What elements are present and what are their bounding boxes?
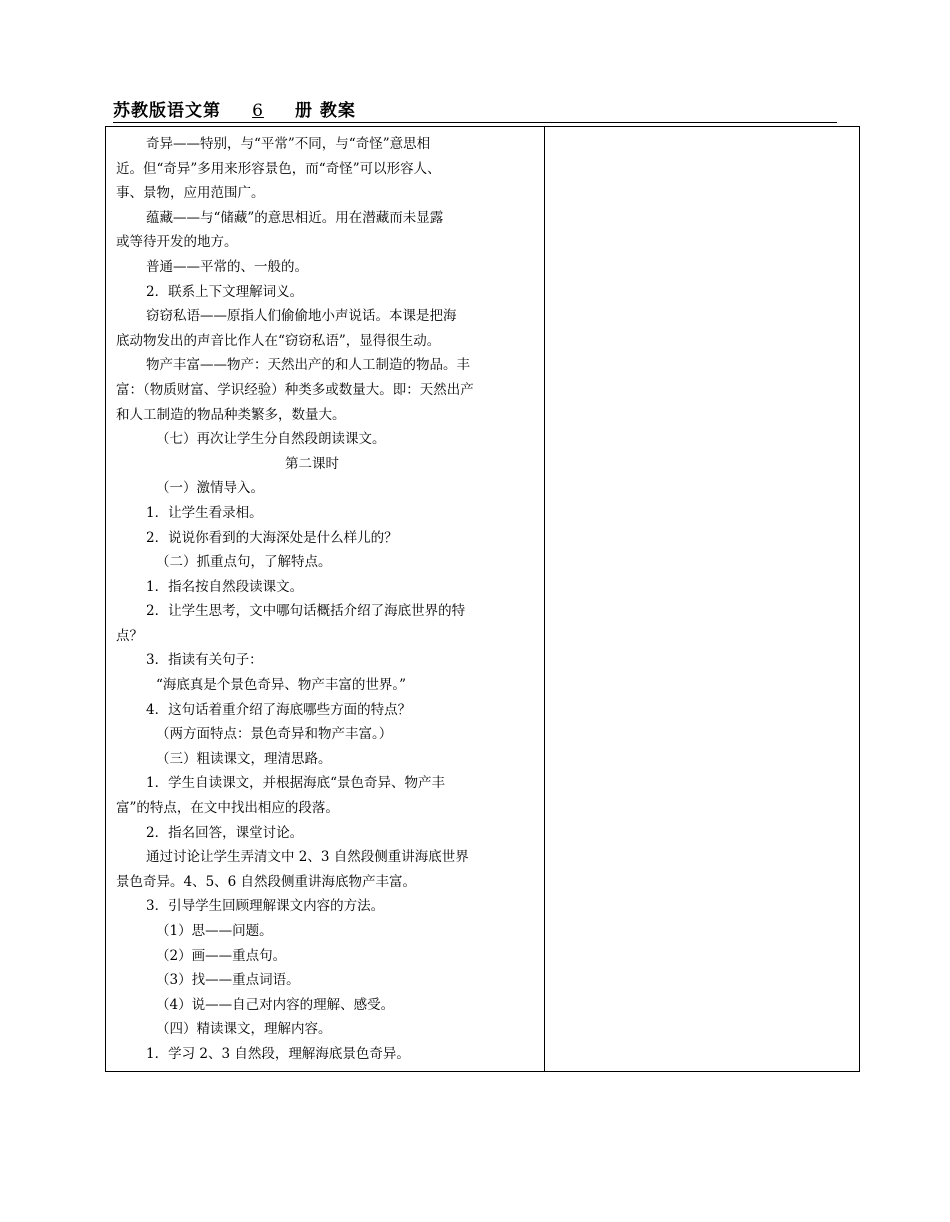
- header-rule: [113, 122, 837, 123]
- lesson-line: 1．学习 2、3 自然段，理解海底景色奇异。: [146, 1045, 410, 1062]
- volume-number: 6: [252, 101, 264, 121]
- lesson-line: 奇异——特别，与“平常”不同，与“奇怪”意思相: [146, 136, 431, 152]
- lesson-line: （二）抓重点句，了解特点。: [156, 554, 332, 571]
- lesson-line: 1．让学生看录相。: [146, 504, 263, 521]
- lesson-line: 1．指名按自然段读课文。: [146, 578, 304, 595]
- lesson-line: 点？: [116, 627, 143, 644]
- lesson-line: 2．说说你看到的大海深处是什么样儿的？: [146, 529, 398, 546]
- lesson-line: 事、景物，应用范围广。: [116, 185, 265, 202]
- lesson-table: [105, 126, 860, 1072]
- lesson-line: 普通——平常的、一般的。: [146, 258, 308, 275]
- lesson-line: 2．指名回答，课堂讨论。: [146, 824, 304, 841]
- header-suffix: 册 教案: [295, 101, 356, 121]
- lesson-line: 4．这句话着重介绍了海底哪些方面的特点？: [146, 701, 412, 718]
- page-header: [113, 96, 837, 120]
- lesson-line: 1．学生自读课文，并根据海底“景色奇异、物产丰: [146, 775, 445, 792]
- lesson-line: （七）再次让学生分自然段朗读课文。: [156, 431, 386, 448]
- lesson-line: 或等待开发的地方。: [116, 234, 238, 251]
- lesson-line: 蕴藏——与“储藏”的意思相近。用在潜藏而未显露: [146, 209, 444, 226]
- lesson-line: 2．让学生思考，文中哪句话概括介绍了海底世界的特: [146, 603, 466, 620]
- lesson-line: 第二课时: [285, 455, 339, 472]
- lesson-line: 3．引导学生回顾理解课文内容的方法。: [146, 898, 385, 915]
- lesson-line: （四）精读课文，理解内容。: [156, 1021, 332, 1038]
- lesson-line: （三）粗读课文，理清思路。: [156, 750, 332, 767]
- header-prefix: 苏教版语文第: [113, 101, 221, 121]
- lesson-line: 通过讨论让学生弄清文中 2、3 自然段侧重讲海底世界: [146, 849, 469, 866]
- lesson-line: 3．指读有关句子：: [146, 652, 263, 669]
- lesson-line: 景色奇异。4、5、6 自然段侧重讲海底物产丰富。: [116, 873, 417, 890]
- lesson-line: 窃窃私语——原指人们偷偷地小声说话。本课是把海: [146, 308, 457, 325]
- lesson-line: 富：（物质财富、学识经验）种类多或数量大。即：天然出产: [116, 381, 474, 398]
- lesson-line: 和人工制造的物品种类繁多，数量大。: [116, 406, 346, 423]
- lesson-line: （一）激情导入。: [156, 480, 264, 497]
- lesson-line: （两方面特点：景色奇异和物产丰富。）: [156, 726, 393, 743]
- lesson-line: “海底真是个景色奇异、物产丰富的世界。”: [156, 677, 407, 694]
- lesson-line: 富”的特点，在文中找出相应的段落。: [116, 800, 339, 817]
- lesson-line: 2．联系上下文理解词义。: [146, 283, 304, 300]
- lesson-line: 物产丰富——物产：天然出产的和人工制造的物品。丰: [146, 357, 470, 374]
- lesson-content-column: [116, 132, 538, 1067]
- lesson-line: 近。但“奇异”多用来形容景色，而“奇怪”可以形容人、: [116, 160, 441, 177]
- lesson-line: （3）找——重点词语。: [156, 972, 300, 989]
- lesson-line: （1）思——问题。: [156, 923, 273, 939]
- lesson-line: （4）说——自己对内容的理解、感受。: [156, 996, 395, 1013]
- lesson-line: （2）画——重点句。: [156, 947, 287, 964]
- lesson-line: 底动物发出的声音比作人在“窃窃私语”，显得很生动。: [116, 332, 441, 349]
- notes-column: [545, 127, 859, 1071]
